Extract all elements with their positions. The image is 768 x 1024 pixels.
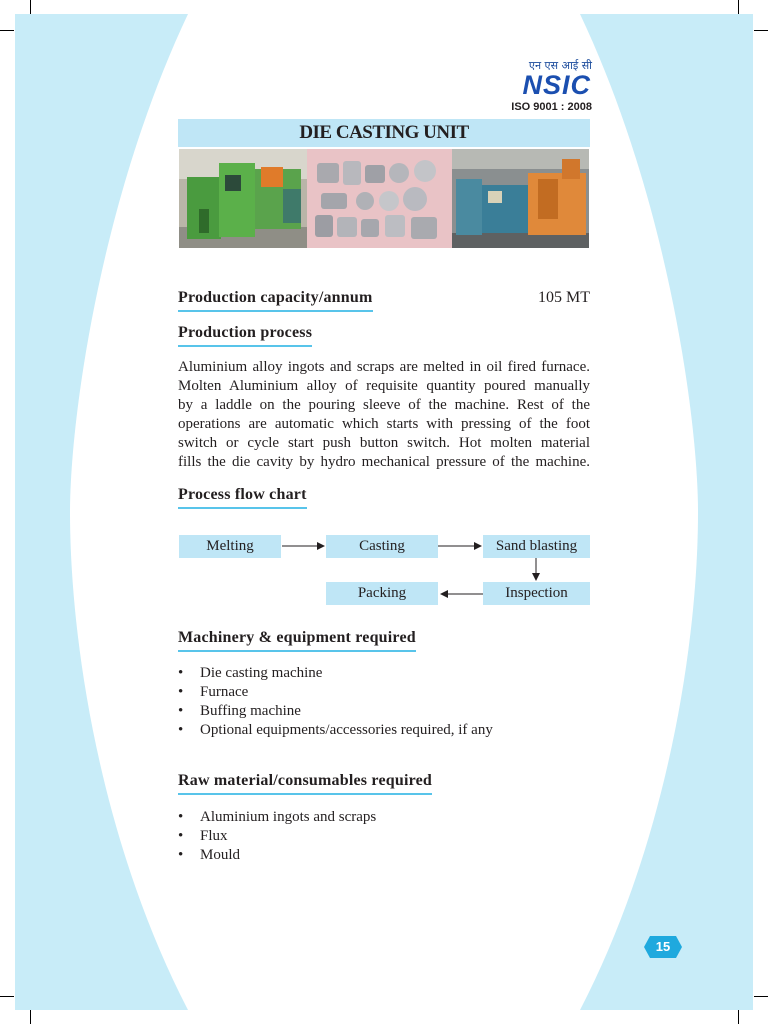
list-item: • Die casting machine (178, 664, 493, 683)
page-number (644, 936, 682, 958)
capacity-value: 105 MT (538, 289, 590, 306)
crop-mark (738, 0, 739, 14)
process-paragraph (178, 358, 590, 472)
crop-mark (0, 996, 14, 997)
raw-material-heading: Raw material/consumables required (178, 772, 432, 795)
logo-hindi-text: एन एस आई सी (528, 59, 592, 72)
flow-chart-heading: Process flow chart (178, 486, 307, 509)
flow-step-sand-blasting: Sand blasting (483, 535, 590, 558)
paragraph-line: fills the die cavity by hydro mechanical pressure of the machine. (178, 454, 590, 470)
page-number-text: 15 (655, 939, 671, 954)
crop-mark (738, 1010, 739, 1024)
page-title: DIE CASTING UNIT (178, 119, 590, 147)
process-heading: Production process (178, 324, 312, 347)
list-item: • Mould (178, 846, 376, 865)
crop-mark (30, 0, 31, 14)
paragraph-line: Molten Aluminium alloy of requisite quantity poured manually (178, 378, 590, 394)
flow-step-packing: Packing (326, 582, 438, 605)
photo-die-casting-machine-green (179, 149, 307, 248)
list-item: • Flux (178, 827, 376, 846)
nsic-logo (500, 60, 592, 118)
crop-mark (754, 996, 768, 997)
paragraph-line: Aluminium alloy ingots and scraps are melted in oil fired furnace. (178, 359, 590, 375)
machinery-heading: Machinery & equipment required (178, 629, 416, 652)
raw-material-list (178, 808, 376, 865)
machinery-list (178, 664, 493, 740)
flow-step-inspection: Inspection (483, 582, 590, 605)
logo-nsic-text: NSIC (522, 70, 591, 100)
flow-step-casting: Casting (326, 535, 438, 558)
iso-certification: ISO 9001 : 2008 (511, 101, 592, 113)
capacity-heading: Production capacity/annum (178, 289, 373, 312)
paragraph-line: by a laddle on the pouring sleeve of the machine. Rest of the (178, 397, 590, 413)
list-item: • Furnace (178, 683, 493, 702)
paragraph-line: operations are automatic which starts with pressing of the foot (178, 416, 590, 432)
list-item: • Buffing machine (178, 702, 493, 721)
list-item: • Aluminium ingots and scraps (178, 808, 376, 827)
photo-aluminium-cast-parts (307, 149, 452, 248)
flow-step-melting: Melting (179, 535, 281, 558)
paragraph-line: switch or cycle start push button switch. Hot molten material (178, 435, 590, 451)
crop-mark (754, 30, 768, 31)
crop-mark (30, 1010, 31, 1024)
crop-mark (0, 30, 14, 31)
list-item: • Optional equipments/accessories required, if any (178, 721, 493, 740)
photo-die-casting-machine-orange (452, 149, 589, 248)
